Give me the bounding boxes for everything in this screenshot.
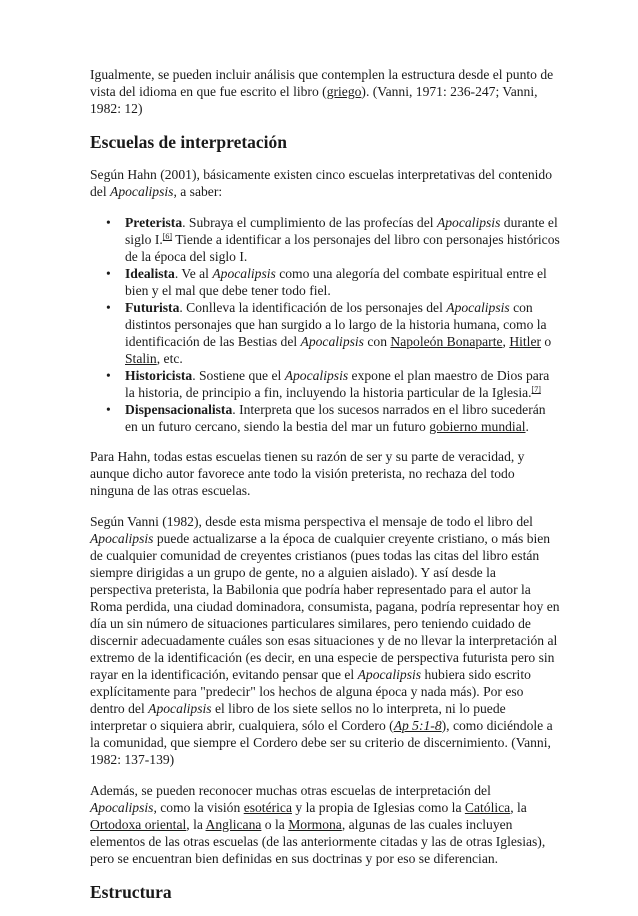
para-hahn-paragraph: Para Hahn, todas estas escuelas tienen su razón de ser y su parte de veracidad, y aunque dicho autor favorece ante todo la visión preterista, no rechaza del todo ninguna de las otras escuelas. [90, 449, 525, 498]
text: Igualmente, se pueden incluir análisis que contemplen la estructura desde el punto de vista del idioma en que fue escrito el libro ( [90, 67, 554, 99]
school-name: Historicista [125, 368, 193, 383]
text: con [363, 334, 391, 349]
italic-title: Apocalipsis [110, 184, 174, 199]
text: y la propia de Iglesias como la [292, 800, 465, 815]
text: , la [510, 800, 527, 815]
italic-title: Apocalipsis [357, 667, 422, 682]
list-item-dispensacionalista [125, 401, 560, 435]
link-mormona[interactable]: Mormona [288, 817, 342, 832]
italic-title: Apocalipsis [446, 300, 510, 315]
italic-title: Apocalipsis [284, 368, 349, 383]
text: . [525, 419, 529, 434]
text: expone el plan maestro de Dios para la historia, de principio a fin, incluyendo la historia particular de la Iglesia. [125, 368, 550, 400]
link-hitler[interactable]: Hitler [509, 334, 542, 349]
ref-6-link[interactable]: [6] [162, 232, 173, 241]
italic-title: Apocalipsis [436, 215, 501, 230]
link-catolica[interactable]: Católica [464, 800, 511, 815]
text: . Subraya el cumplimiento de las profecías del [182, 215, 437, 230]
text: , como la visión [153, 800, 244, 815]
text: . Conlleva la identificación de los personajes del [179, 300, 447, 315]
link-stalin[interactable]: Stalin [125, 351, 157, 366]
list-item-idealista [125, 265, 560, 299]
schools-list [90, 214, 560, 435]
ademas-paragraph [90, 782, 560, 867]
text: Además, se pueden reconocer muchas otras escuelas de interpretación del [90, 783, 491, 798]
school-name: Futurista [125, 300, 180, 315]
list-item-futurista [125, 299, 560, 367]
text: o la [261, 817, 289, 832]
document-page [90, 66, 560, 916]
text: . Sostiene que el [192, 368, 285, 383]
ref-7-link[interactable]: [7] [531, 385, 541, 394]
text: con distintos personajes que han surgido a lo largo de la historia humana, como la identificación de las Bestias del [125, 300, 547, 349]
text: , a saber: [173, 184, 223, 199]
text: , la [186, 817, 206, 832]
text: el libro de los siete sellos no lo interpreta, ni lo puede interpretar o siquiera abrir, cualquiera, sólo el Cordero ( [90, 701, 506, 733]
text: o [541, 334, 552, 349]
text: ). (Vanni, 1971: 236-247; Vanni, 1982: 12) [90, 84, 538, 116]
text: Según Hahn (2001), básicamente existen cinco escuelas interpretativas del contenido del [90, 167, 553, 199]
school-name: Preterista [125, 215, 183, 230]
text: . Interpreta que los sucesos narrados en el libro sucederán en un futuro cercano, siendo la bestia del mar un futuro [125, 402, 546, 434]
italic-title: Apocalipsis [90, 531, 154, 546]
text: Según Vanni (1982), desde esta misma perspectiva el mensaje de todo el libro del [90, 514, 533, 529]
list-item-preterista [125, 214, 560, 265]
italic-title: Apocalipsis [212, 266, 276, 281]
link-anglicana[interactable]: Anglicana [205, 817, 262, 832]
link-napoleon[interactable]: Napoleón Bonaparte [390, 334, 503, 349]
text: , [502, 334, 510, 349]
text: ), como diciéndole a la comunidad, que siempre el Cordero debe ser su criterio de discernimiento. (Vanni, 1982: 137-139) [90, 718, 553, 767]
school-name: Idealista [125, 266, 175, 281]
text: como una alegoría del combate espiritual entre el bien y el mal que debe tener todo fiel. [125, 266, 547, 298]
link-text: Ap 5:1-8 [393, 718, 442, 733]
hahn-paragraph [90, 166, 560, 200]
text: , etc. [156, 351, 183, 366]
text: . Ve al [174, 266, 213, 281]
text: puede actualizarse a la época de cualquier creyente cristiano, o más bien de cualquier comunidad de creyentes cristianos (pues todas las citas del libro están siempre dirigidas a un grupo de gente, no a alguien aislado). Y así desde la perspectiva preterista, la Babilonia que podría haber representado para el autor la Roma perdida, una ciudad dominadora, consumista, pagana, podría representar hoy en día un sin número de situaciones particulares similares, pero teniendo cuidado de discernir adecuadamente cuáles son esas situaciones y de no llevar la interpretación al extremo de la identificación (es decir, en una especie de perspectiva futurista pero sin rayar en la identificación, evitando pensar que el [90, 531, 560, 682]
text: Tiende a identificar a los personajes del libro con personajes históricos de la época del siglo I. [125, 232, 560, 264]
link-esoterica[interactable]: esotérica [243, 800, 292, 815]
intro-paragraph [90, 66, 560, 117]
link-griego[interactable]: griego [326, 84, 362, 99]
italic-title: Apocalipsis [90, 800, 154, 815]
text: , algunas de las cuales incluyen elementos de las otras escuelas (de las anteriormente citadas y las de otras Iglesias), pero se encuentran bien definidas en sus doctrinas y por eso se diferencian. [90, 817, 546, 866]
text: durante el siglo I. [125, 215, 558, 247]
school-name: Dispensacionalista [125, 402, 233, 417]
list-item-historicista [125, 367, 560, 401]
link-ap-5-1-8[interactable] [394, 718, 442, 733]
link-ortodoxa-oriental[interactable]: Ortodoxa oriental [90, 817, 187, 832]
heading-escuelas: Escuelas de interpretación [90, 132, 288, 152]
heading-estructura: Estructura [90, 882, 172, 902]
italic-title: Apocalipsis [148, 701, 212, 716]
italic-title: Apocalipsis [300, 334, 364, 349]
text: hubiera sido escrito explícitamente para "predecir" los hechos de alguna época y nada más). Por eso dentro del [90, 667, 531, 716]
link-gobierno-mundial[interactable]: gobierno mundial [429, 419, 526, 434]
vanni-paragraph [90, 513, 560, 768]
